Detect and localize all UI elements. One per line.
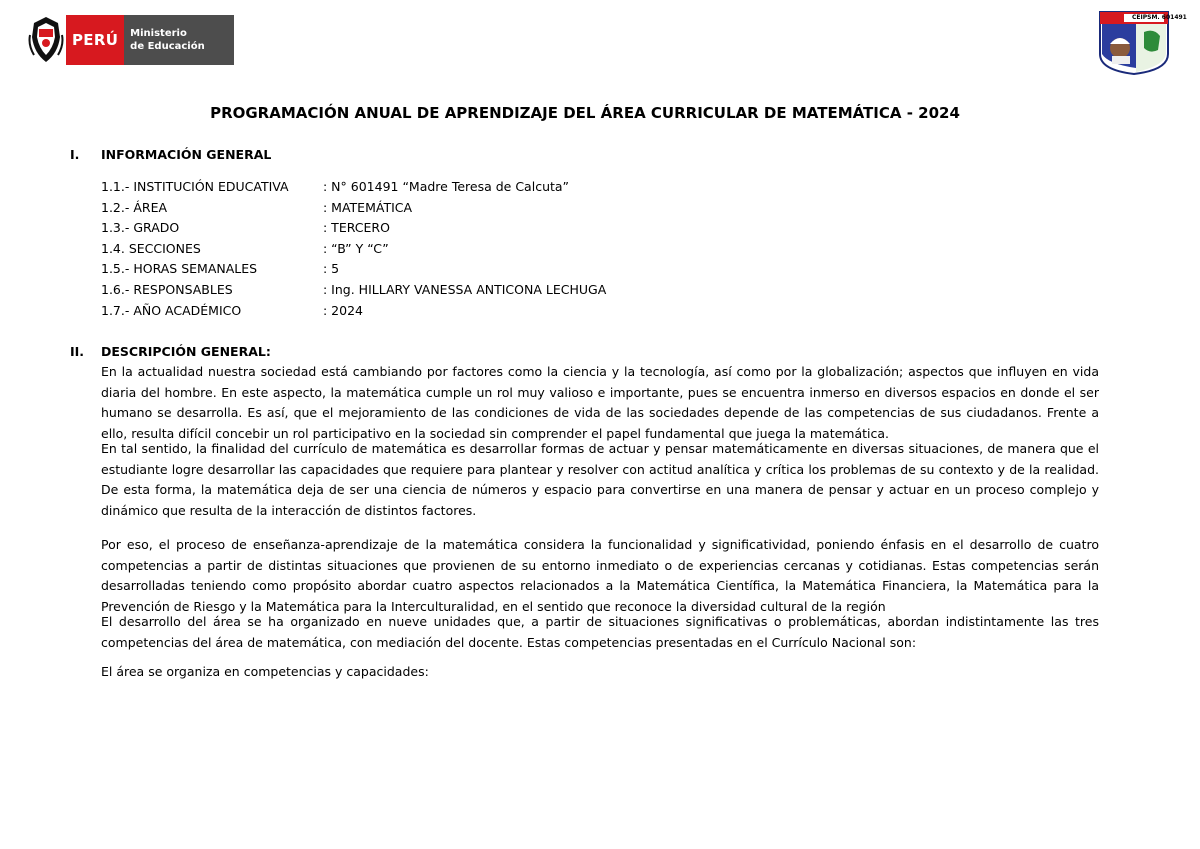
- info-value: : 5: [323, 261, 340, 276]
- info-value: : MATEMÁTICA: [323, 200, 413, 215]
- info-value: : “B” Y “C”: [323, 241, 389, 256]
- document-title: PROGRAMACIÓN ANUAL DE APRENDIZAJE DEL ÁREA CURRICULAR DE MATEMÁTICA - 2024: [210, 104, 960, 122]
- info-value: : N° 601491 “Madre Teresa de Calcuta”: [323, 179, 570, 194]
- peru-coat-of-arms-icon: [28, 15, 64, 65]
- logo-ministry: [124, 15, 234, 65]
- info-value: : 2024: [323, 303, 363, 318]
- info-value: : Ing. HILLARY VANESSA ANTICONA LECHUGA: [323, 282, 607, 297]
- paragraph: El área se organiza en competencias y capacidades:: [101, 664, 429, 679]
- paragraph: En tal sentido, la finalidad del currículo de matemática es desarrollar formas de actuar y pensar matemáticamente en diversas situaciones, de manera que el estudiante logre desarrollar las capacidades que requiere para plantear y resolver con actitud analítica y crítica los problemas de su contexto y de la realidad. De esta forma, la matemática deja de ser una ciencia de números y espacio para convertirse en una manera de pensar y actuar en un proceso complejo y dinámico que resulta de la interacción de distintos factores.: [101, 441, 1099, 518]
- info-label: 1.4. SECCIONES: [101, 241, 201, 256]
- info-label: 1.7.- AÑO ACADÉMICO: [101, 303, 242, 318]
- seal-caption: CEIPSM. 601491: [1132, 14, 1187, 21]
- logo-country: PERÚ: [66, 15, 124, 65]
- paragraph: En la actualidad nuestra sociedad está cambiando por factores como la ciencia y la tecnología, así como por la globalización; aspectos que influyen en vida diaria del hombre. En este aspecto, la matemática cumple un rol muy valioso e importante, pues se encuentra inmerso en diversos espacios en donde el ser humano se desarrolla. Es así, que el mejoramiento de las condiciones de vida de las sociedades depende de las competencias de sus ciudadanos. Frente a ello, resulta difícil concebir un rol participativo en la sociedad sin comprender el papel fundamental que juega la matemática.: [101, 364, 1099, 441]
- info-label: 1.6.- RESPONSABLES: [101, 282, 233, 297]
- section1-title: INFORMACIÓN GENERAL: [101, 147, 272, 162]
- logo-ministry-line1: Ministerio: [130, 27, 187, 39]
- info-label: 1.3.- GRADO: [101, 220, 180, 235]
- section2-title: DESCRIPCIÓN GENERAL:: [101, 344, 271, 359]
- minedu-logo: [28, 14, 234, 65]
- info-label: 1.1.- INSTITUCIÓN EDUCATIVA: [101, 179, 289, 194]
- paragraph: Por eso, el proceso de enseñanza-aprendizaje de la matemática considera la funcionalidad y significatividad, poniendo énfasis en el desarrollo de cuatro competencias a partir de distintas situaciones que provienen de su entorno inmediato o de experiencias cercanas y cotidianas. Estas competencias serán desarrolladas teniendo como propósito abordar cuatro aspectos relacionados a la Matemática Científica, la Matemática Financiera, la Matemática para la Prevención de Riesgo y la Matemática para la Interculturalidad, en el sentido que reconoce la diversidad cultural de la región: [101, 537, 1099, 614]
- paragraph: El desarrollo del área se ha organizado en nueve unidades que, a partir de situaciones significativas o problemáticas, abordan indistintamente las tres competencias del área de matemática, con mediación del docente. Estas competencias presentadas en el Currículo Nacional son:: [101, 614, 1099, 650]
- section2-number: II.: [70, 344, 85, 359]
- info-value: : TERCERO: [323, 220, 390, 235]
- info-label: 1.2.- ÁREA: [101, 200, 168, 215]
- section1-number: I.: [70, 147, 80, 162]
- info-label: 1.5.- HORAS SEMANALES: [101, 261, 258, 276]
- logo-ministry-line2: de Educación: [130, 40, 205, 52]
